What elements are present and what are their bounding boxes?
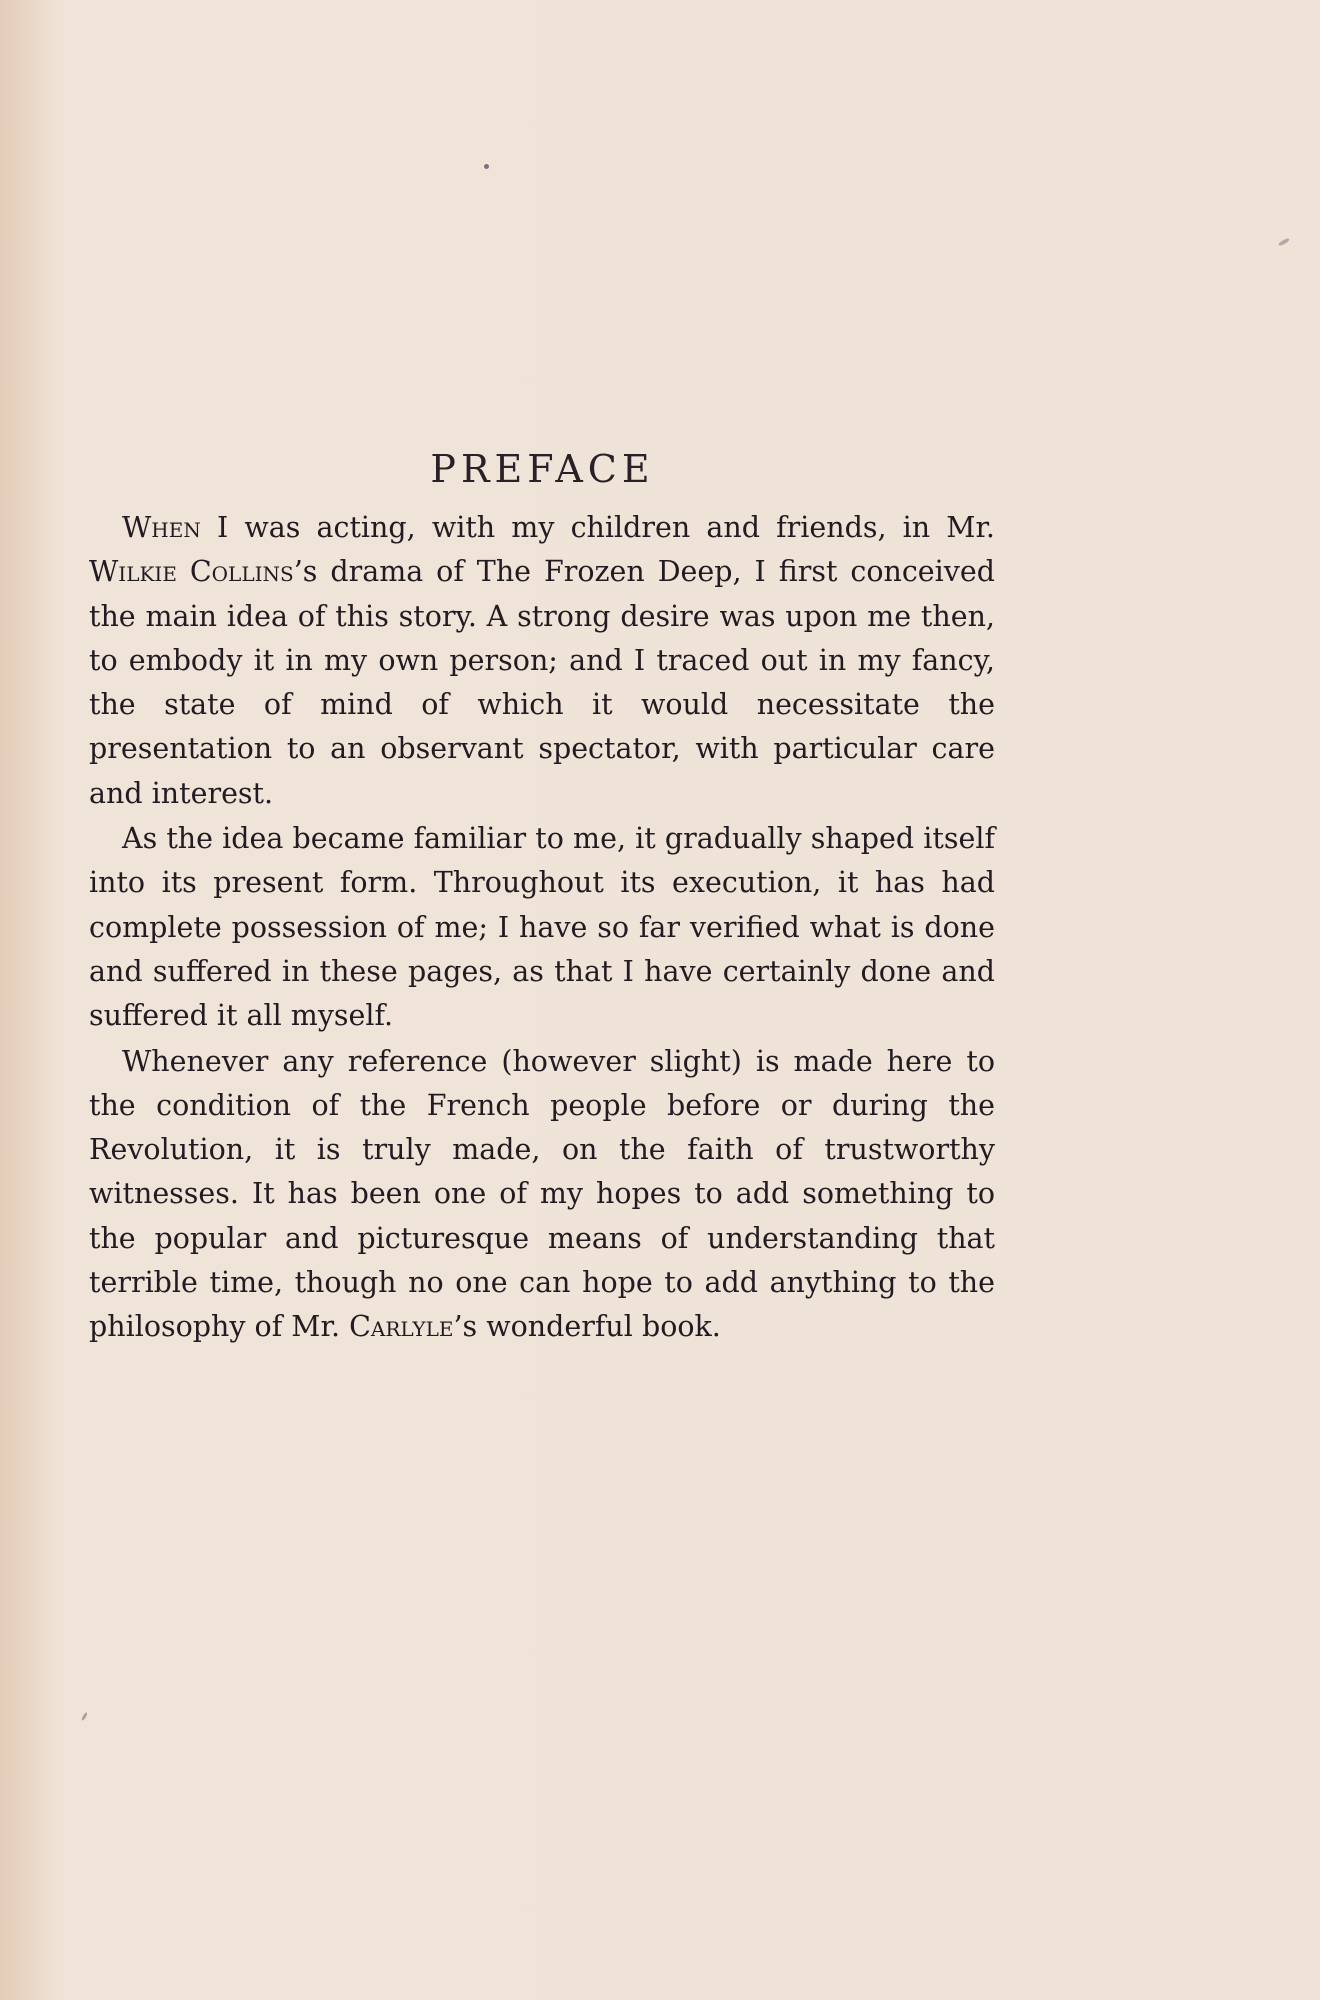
page-title: PREFACE — [430, 447, 655, 492]
paper-speck — [484, 164, 489, 169]
paragraph-text: I was acting, with my children and friends, in Mr. — [200, 511, 995, 544]
author-name: Wilkie Collins — [89, 555, 294, 589]
paragraph-3 — [89, 1040, 995, 1350]
page-gutter-shadow — [0, 0, 60, 2000]
lead-word: When — [122, 511, 201, 544]
paragraph-text: ’s drama of The Frozen Deep, I first conceived the main idea of this story. A strong desire was upon me then, to embody it in my own person; and I traced out in my fancy, the state of mind of which it would necessitate the presentation to an observant spectator, with particular care and interest. — [89, 555, 995, 810]
paper-speck — [81, 1712, 88, 1721]
author-name: Carlyle — [349, 1310, 454, 1344]
paragraph-text: ’s wonderful book. — [453, 1310, 721, 1344]
paper-speck — [1278, 237, 1290, 246]
paragraph-1 — [89, 506, 995, 816]
paragraph-text: Whenever any reference (however slight) is made here to the condition of the French people before or during the Revolution, it is truly made, on the faith of trustworthy witnesses. It has been one of my hopes to add something to the popular and picturesque means of understanding that terrible time, though no one can hope to add anything to the philosophy of Mr. — [89, 1044, 995, 1344]
paragraph-2: As the idea became familiar to me, it gradually shaped itself into its present form. Throughout its execution, it has had complete possession of me; I have so far verified what is done and suffered in these pages, as that I have certainly done and suffered it all myself. — [89, 822, 995, 1033]
preface-body — [89, 506, 995, 1351]
